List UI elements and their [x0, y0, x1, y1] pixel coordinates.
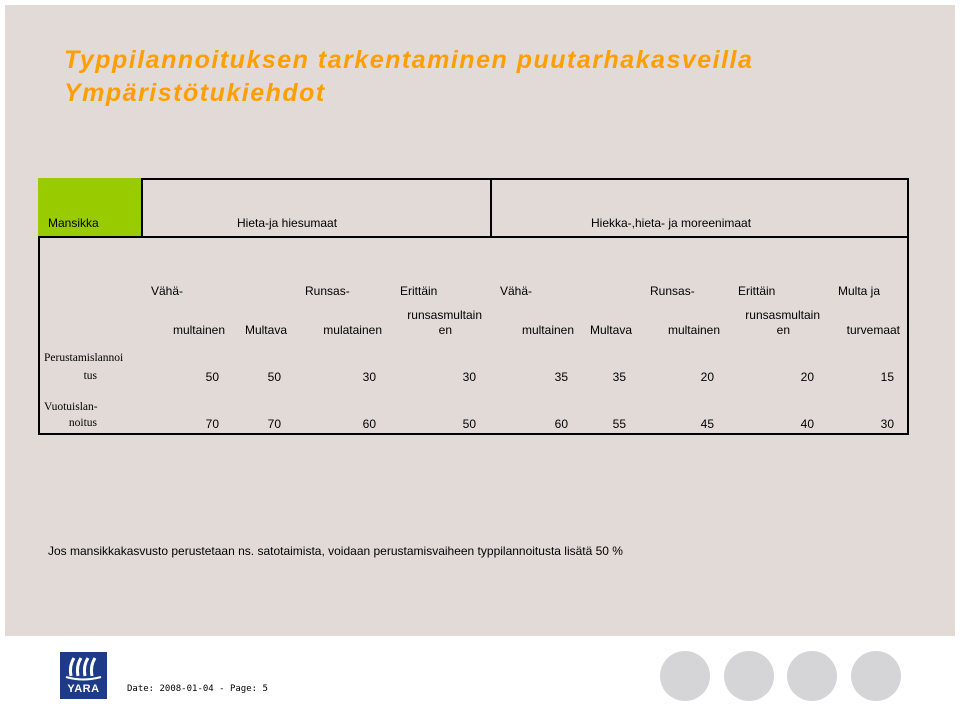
row-label-line-1: Perustamislannoi: [44, 352, 124, 364]
table-cell-value: 20: [700, 370, 714, 384]
table-cell-value: 70: [267, 417, 281, 431]
table-divider: [141, 178, 143, 238]
soil-type-top: Multa ja: [838, 284, 881, 298]
soil-type-bottom: turvemaat: [846, 323, 900, 337]
soil-type-bottom: mulatainen: [323, 323, 382, 337]
table-border-header: [38, 236, 909, 238]
soil-type-top: Vähä-: [151, 284, 184, 298]
table-border-left: [38, 236, 40, 435]
soil-type-top: Erittäin: [738, 284, 776, 298]
soil-type-top: Runsas-: [650, 284, 695, 298]
soil-type-top: Runsas-: [305, 284, 350, 298]
group-header: Hieta-ja hiesumaat: [237, 216, 338, 230]
row-label-line-1: Vuotuislan-: [44, 401, 98, 413]
soil-type-bottom: en: [776, 323, 790, 337]
table-border-bottom: [38, 433, 909, 435]
table-cell-value: 30: [362, 370, 376, 384]
table-cell-value: 30: [880, 417, 894, 431]
table-border-right: [907, 178, 909, 435]
table-cell-value: 30: [462, 370, 476, 384]
table-cell-value: 60: [554, 417, 568, 431]
table-cell-value: 15: [880, 370, 894, 384]
soil-type-mid: runsasmultain: [407, 308, 482, 322]
table-cell-value: 20: [800, 370, 814, 384]
group-header: Hiekka-,hieta- ja moreenimaat: [591, 216, 752, 230]
table-cell-value: 50: [205, 370, 219, 384]
logo-wordmark: YARA: [67, 683, 100, 695]
footer-date: Date: 2008-01-04 - Page: 5: [127, 684, 268, 694]
table-cell-value: 70: [205, 417, 219, 431]
ship-icon: [60, 652, 107, 682]
decorative-circle: [660, 651, 710, 701]
title-line-2: Ympäristötukiehdot: [64, 79, 326, 107]
soil-type-bottom: multainen: [667, 323, 720, 337]
soil-type-bottom: Multava: [244, 323, 287, 337]
soil-type-bottom: multainen: [172, 323, 225, 337]
decorative-circle: [787, 651, 837, 701]
soil-type-top: Vähä-: [500, 284, 533, 298]
decorative-circle: [724, 651, 774, 701]
table-divider: [490, 178, 492, 238]
table-cell-value: 45: [700, 417, 714, 431]
table-border-top: [141, 178, 909, 180]
soil-type-bottom: multainen: [521, 323, 574, 337]
decorative-circle: [851, 651, 901, 701]
table-cell-value: 40: [800, 417, 814, 431]
soil-type-mid: runsasmultain: [745, 308, 820, 322]
row-label-line-2: noitus: [68, 417, 97, 429]
table-cell-value: 60: [362, 417, 376, 431]
title-line-1: Typpilannoituksen tarkentaminen puutarhakasveilla: [64, 46, 754, 74]
soil-type-top: Erittäin: [400, 284, 438, 298]
table-cell-value: 35: [554, 370, 568, 384]
table-cell-value: 55: [612, 417, 626, 431]
table-cell-value: 50: [267, 370, 281, 384]
page-title: [64, 44, 753, 110]
row-label-line-2: tus: [83, 370, 97, 382]
table-cell-value: 35: [612, 370, 626, 384]
crop-name: Mansikka: [48, 216, 99, 230]
yara-logo: [60, 652, 107, 699]
footnote: Jos mansikkakasvusto perustetaan ns. satotaimista, voidaan perustamisvaiheen typpilannoitusta lisätä 50 %: [48, 544, 623, 558]
soil-type-bottom: en: [438, 323, 452, 337]
soil-type-bottom: Multava: [589, 323, 632, 337]
table-cell-value: 50: [462, 417, 476, 431]
